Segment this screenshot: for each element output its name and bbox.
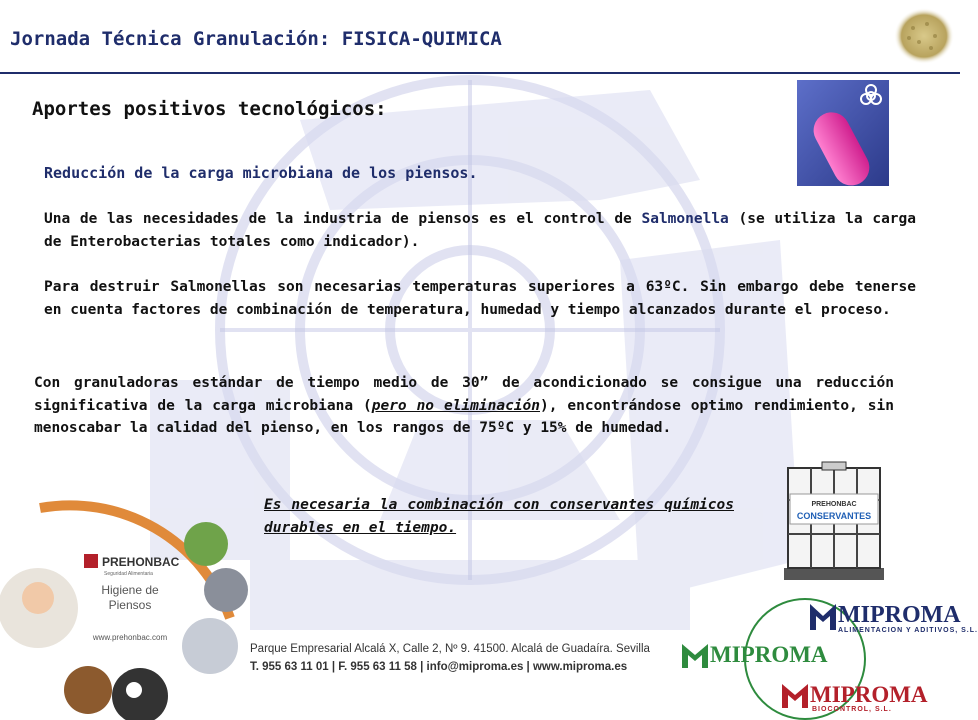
chicken-photo — [64, 666, 112, 714]
subheading: Reducción de la carga microbiana de los piensos. — [44, 164, 478, 182]
paragraph-text: Con granuladoras estándar de tiempo medio de 30” de acondicionado se consigue una reducción significativa de la carga microbiana ( — [34, 375, 894, 414]
bacteria-photo — [797, 80, 889, 186]
grain-photo — [893, 6, 955, 66]
miproma-m-icon — [682, 644, 708, 668]
miproma-m-icon — [810, 604, 836, 630]
tank-brand: PREHONBAC — [811, 501, 857, 508]
paragraph-temperature: Para destruir Salmonellas son necesarias temperaturas superiores a 63ºC. Sin embargo debe tenerse en cuenta factores de combinación de temperatura, humedad y tiempo alcanzados durante el proceso. — [44, 279, 916, 318]
svg-text:PREHONBAC: PREHONBAC — [102, 555, 180, 569]
silo-photo — [204, 568, 248, 612]
graphic-title-line2: Piensos — [108, 598, 152, 612]
wheat-photo — [184, 522, 228, 566]
bacteria-illustration — [797, 80, 889, 186]
prehonbac-hygiene-graphic — [0, 498, 246, 720]
contact-block — [250, 640, 650, 676]
conservantes-tank — [778, 460, 890, 582]
salmonella-highlight: Salmonella — [641, 211, 729, 227]
graphic-title-line1: Higiene de — [101, 583, 159, 597]
header-title: Jornada Técnica Granulación: FISICA-QUIMICA — [10, 28, 502, 50]
section-title: Aportes positivos tecnológicos: — [32, 98, 387, 120]
paragraph-salmonella-control — [44, 208, 916, 253]
miproma-m-icon — [782, 684, 808, 708]
prehonbac-logo — [84, 554, 180, 577]
paragraph-text: Una de las necesidades de la industria de piensos es el control de — [44, 211, 642, 227]
contact-phone-line: T. 955 63 11 01 | F. 955 63 11 58 | info@miproma.es | www.miproma.es — [250, 661, 628, 673]
contact-address: Parque Empresarial Alcalá X, Calle 2, Nº 9. 41500. Alcalá de Guadaíra. Sevilla — [250, 643, 650, 655]
slide: Jornada Técnica Granulación: FISICA-QUIMICA Aportes positivos tecnológicos: Reducción de la carga microbiana de los piensos. Una de las necesidades de la industria de piensos es el control de Salmonella (se utiliza la carga de Enterobacterias totales como indicador). Para destruir Salmonellas son necesarias temperaturas superiores a 63ºC. Sin embargo debe tenerse en cuenta factores de combinación de temperatura, humedad y tiempo alcanzados durante el proceso. Con granuladoras estándar de tiempo medio de 30” de acondicionado se consigue una reducción significativa de la carga microbiana (pero no eliminación), encontrándose optimo rendimiento, sin menoscabar la calidad del pienso, en los rangos de 75ºC y 15% de humedad. Es necesaria la combinación con conservantes químicos durables en el tiempo. PREHONBAC CONSERVANTES PREHONBAC Seguridad Alimentaria Higiene de Piensos www.prehonbac.com Parque Empresarial Alcalá X, Calle 2, Nº 9. 41500. Alcalá de Guadaíra. Sevilla T. 955 63 11 01 | F. 955 63 11 58 | info@miproma.es | www.miproma.es MIPROMA ALIMENTACION Y ADITIVOS, S.L. MIPROMA MIPROMA BIOCONTROL, S.L. — [0, 0, 960, 720]
graphic-url: www.prehonbac.com — [92, 633, 168, 642]
paragraph-granulators — [34, 372, 894, 440]
svg-text:Seguridad Alimentaria: Seguridad Alimentaria — [104, 571, 153, 577]
paragraph-text: (se utiliza la carga de Enterobacterias totales como indicador). — [44, 211, 916, 250]
header-divider — [0, 72, 960, 74]
conclusion-note: Es necesaria la combinación con conservantes químicos durables en el tiempo. — [264, 497, 734, 536]
tank-label: CONSERVANTES — [796, 511, 872, 521]
emphasis-text: pero no eliminación — [371, 397, 540, 414]
paragraph-text: ), encontrándose optimo rendimiento, sin menoscabar la calidad del pienso, en los rangos de 75ºC y 15% de humedad. — [34, 397, 894, 436]
truck-photo — [182, 618, 238, 674]
